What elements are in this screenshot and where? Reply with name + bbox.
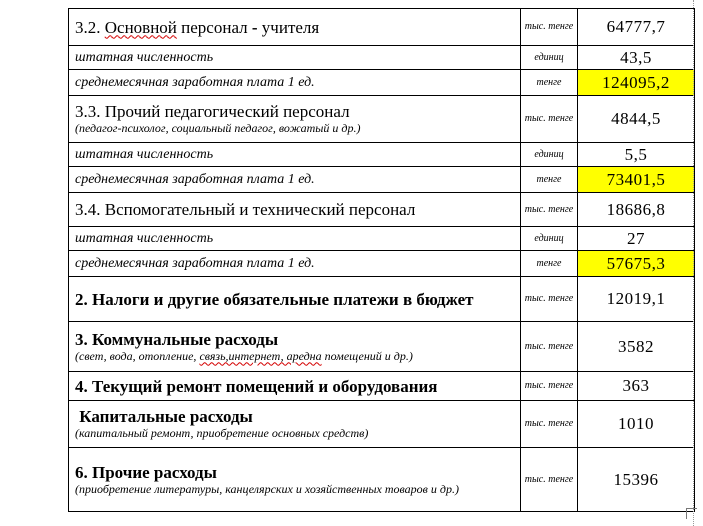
budget-table xyxy=(68,8,695,512)
value-cell-highlighted: 57675,3 xyxy=(578,251,695,277)
unit-cell: тенге xyxy=(521,251,578,277)
row-note: (педагог-психолог, социальный педагог, вожатый и др.) xyxy=(75,121,361,135)
row-note-part-flagged: связь,интернет, аредна xyxy=(199,348,322,363)
row-label: 3.4. Вспомогательный и технический персонал xyxy=(69,193,521,227)
row-label-part: Основной xyxy=(104,17,177,37)
unit-cell: тыс. тенге xyxy=(521,322,578,372)
row-label-dash: - xyxy=(251,17,258,37)
table-row xyxy=(69,46,695,70)
table-row xyxy=(69,372,695,401)
row-label: штатная численность xyxy=(69,227,521,251)
table-row xyxy=(69,277,695,322)
row-note: (приобретение литературы, канцелярских и хозяйственных товаров и др.) xyxy=(75,481,459,496)
value-cell-highlighted: 73401,5 xyxy=(578,167,695,193)
row-note-part: (свет, вода, отопление, xyxy=(75,348,200,363)
table-row xyxy=(69,251,695,277)
value-cell: 4844,5 xyxy=(578,96,695,143)
value-cell: 27 xyxy=(578,227,695,251)
row-note xyxy=(75,349,514,364)
row-label-cell xyxy=(69,448,521,512)
value-cell: 64777,7 xyxy=(578,9,695,46)
unit-cell: тенге xyxy=(521,70,578,96)
row-label: 3. Коммунальные расходы xyxy=(75,329,279,349)
unit-cell: единиц xyxy=(521,227,578,251)
row-label-cell xyxy=(69,322,521,372)
unit-cell: тыс. тенге xyxy=(521,96,578,143)
row-label-cell xyxy=(69,96,521,143)
row-label: штатная численность xyxy=(69,46,521,70)
table-row xyxy=(69,322,695,372)
unit-cell: тыс. тенге xyxy=(521,193,578,227)
value-cell: 5,5 xyxy=(578,143,695,167)
unit-cell: тыс. тенге xyxy=(521,448,578,512)
value-cell: 1010 xyxy=(578,401,695,448)
row-label: 4. Текущий ремонт помещений и оборудования xyxy=(69,372,521,401)
unit-cell: тыс. тенге xyxy=(521,9,578,46)
unit-cell: тыс. тенге xyxy=(521,401,578,448)
unit-cell: единиц xyxy=(521,143,578,167)
row-label-cell xyxy=(69,401,521,448)
unit-cell: тенге xyxy=(521,167,578,193)
row-label: Капитальные расходы xyxy=(75,407,253,426)
row-label: 3.3. Прочий педагогический персонал xyxy=(75,102,350,121)
value-cell: 43,5 xyxy=(578,46,695,70)
row-label: 6. Прочие расходы xyxy=(75,462,217,482)
value-cell: 363 xyxy=(578,372,695,401)
row-note-part: помещений и др.) xyxy=(321,348,413,363)
row-label: штатная численность xyxy=(69,143,521,167)
row-label: 3.2. Основной персонал - учителя xyxy=(69,9,521,46)
page-margin-guide xyxy=(692,0,694,526)
table-row xyxy=(69,227,695,251)
table-row xyxy=(69,70,695,96)
unit-cell: тыс. тенге xyxy=(521,277,578,322)
table-row xyxy=(69,143,695,167)
table-row xyxy=(69,448,695,512)
unit-cell: тыс. тенге xyxy=(521,372,578,401)
table-row xyxy=(69,96,695,143)
value-cell-highlighted: 124095,2 xyxy=(578,70,695,96)
table-row xyxy=(69,167,695,193)
table-row xyxy=(69,193,695,227)
table-row xyxy=(69,401,695,448)
row-label: 2. Налоги и другие обязательные платежи в бюджет xyxy=(69,277,521,322)
row-label: среднемесячная заработная плата 1 ед. xyxy=(69,70,521,96)
value-cell: 18686,8 xyxy=(578,193,695,227)
table-row xyxy=(69,9,695,46)
value-cell: 15396 xyxy=(578,448,695,512)
row-note: (капитальный ремонт, приобретение основных средств) xyxy=(75,426,369,440)
row-label: среднемесячная заработная плата 1 ед. xyxy=(69,167,521,193)
unit-cell: единиц xyxy=(521,46,578,70)
value-cell: 12019,1 xyxy=(578,277,695,322)
text-boundary-mark xyxy=(686,508,697,519)
row-label: среднемесячная заработная плата 1 ед. xyxy=(69,251,521,277)
value-cell: 3582 xyxy=(578,322,695,372)
